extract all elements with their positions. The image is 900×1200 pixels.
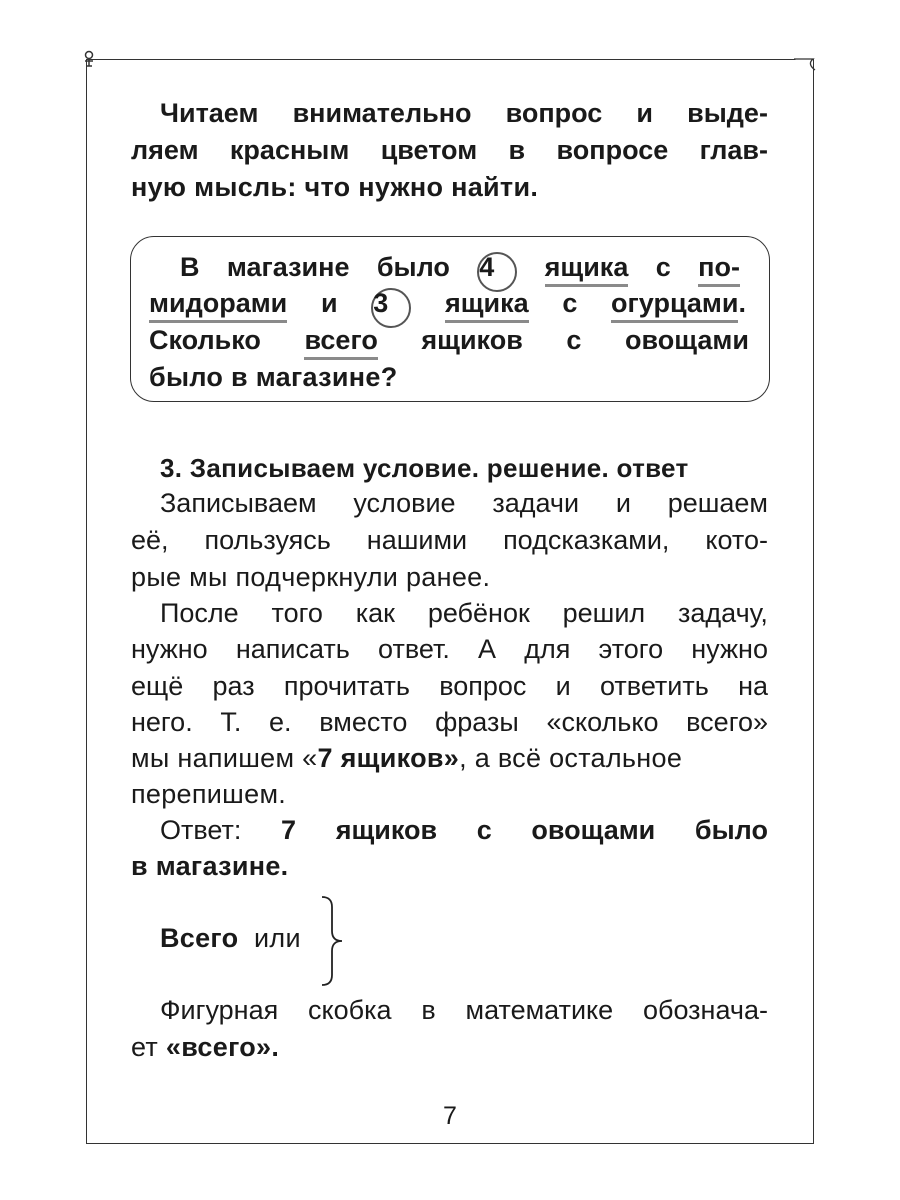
word: цветом <box>380 135 478 165</box>
problem-line-2 <box>149 288 746 328</box>
bold-text: «всего». <box>165 1032 280 1062</box>
answer-line-2: в магазине. <box>131 851 289 881</box>
answer-line-1 <box>160 815 768 846</box>
word: ответ. <box>378 634 450 664</box>
word: е. <box>269 707 292 737</box>
circled-number: 4 <box>477 252 517 292</box>
word: как <box>355 598 395 628</box>
word: задачи <box>492 488 580 518</box>
word: в <box>421 995 436 1025</box>
word: решил <box>562 598 646 628</box>
intro-line-3: ную мысль: что нужно найти. <box>131 172 539 202</box>
word: этого <box>598 634 664 664</box>
word: вопросе <box>556 135 669 165</box>
word: ящиков <box>421 325 523 355</box>
word: на <box>738 671 768 701</box>
word: 7 <box>281 815 297 845</box>
word: задачу, <box>678 598 768 628</box>
word: магазине <box>226 252 350 282</box>
word: ответить <box>599 671 709 701</box>
intro-line-2 <box>131 135 768 166</box>
word: с <box>562 288 578 318</box>
word: глав- <box>699 135 768 165</box>
word: прочитать <box>283 671 410 701</box>
underlined-word: по- <box>698 252 740 287</box>
word: выде- <box>687 98 768 128</box>
word: и <box>320 288 338 318</box>
p1-line-3: рые мы подчеркнули ранее. <box>131 562 491 592</box>
p1-line-2 <box>131 525 768 556</box>
underlined-word: мидорами <box>149 288 287 323</box>
brace-example <box>160 923 301 954</box>
word: «сколько <box>546 707 659 737</box>
problem-line-3 <box>149 325 749 360</box>
answer-label: Ответ: <box>160 815 242 845</box>
word: Записываем <box>160 488 317 518</box>
punctuation: . <box>738 288 746 318</box>
word: Т. <box>220 707 242 737</box>
underlined-word: огурцами <box>611 288 738 323</box>
word: вместо <box>319 707 408 737</box>
underlined-word: ящика <box>545 252 629 287</box>
word: подсказками, <box>503 525 670 555</box>
circled-number: 3 <box>371 288 411 328</box>
word: раз <box>212 671 255 701</box>
word: того <box>271 598 323 628</box>
word: всего» <box>686 707 768 737</box>
word: вопрос <box>439 671 527 701</box>
p2-line-2 <box>131 634 768 665</box>
bold-text: 7 ящиков» <box>317 743 460 773</box>
word: решаем <box>667 488 768 518</box>
word: ребёнок <box>427 598 530 628</box>
word: вопрос <box>505 98 603 128</box>
word: Сколько <box>149 325 261 355</box>
section-heading: 3. Записываем условие. решение. ответ <box>160 453 689 483</box>
word: было <box>376 252 450 282</box>
p2-line-3 <box>131 671 768 702</box>
bold-text: Всего <box>160 923 239 953</box>
word: и <box>636 98 654 128</box>
word: её, <box>131 525 169 555</box>
p2-line-4 <box>131 707 768 738</box>
word: нужно <box>691 634 768 664</box>
word: с <box>566 325 582 355</box>
word: нужно <box>131 634 208 664</box>
word: Читаем <box>160 98 259 128</box>
p2-line-5 <box>131 743 682 774</box>
word: в <box>508 135 526 165</box>
word: и <box>555 671 571 701</box>
word: фразы <box>435 707 519 737</box>
text: , а всё остальное <box>459 743 683 773</box>
problem-line-1 <box>180 252 740 292</box>
word: ляем <box>131 135 199 165</box>
word: овощами <box>625 325 749 355</box>
word: А <box>478 634 497 664</box>
word: для <box>524 634 571 664</box>
p1-line-1 <box>160 488 768 519</box>
word: кото- <box>705 525 768 555</box>
word: Фигурная <box>160 995 279 1025</box>
word: ещё <box>131 671 184 701</box>
word: ящиков <box>335 815 438 845</box>
page-number: 7 <box>443 1102 457 1130</box>
note-line-1 <box>160 995 768 1026</box>
word: внимательно <box>292 98 472 128</box>
word: обознача- <box>642 995 768 1025</box>
word: и <box>615 488 631 518</box>
corner-mark-icon <box>82 50 96 68</box>
word: В <box>180 252 200 282</box>
intro-line-1 <box>160 98 768 129</box>
word: с <box>655 252 671 282</box>
word: с <box>476 815 492 845</box>
p2-line-6: перепишем. <box>131 779 287 809</box>
word: было <box>694 815 768 845</box>
text: мы напишем « <box>131 743 318 773</box>
word: нашими <box>366 525 468 555</box>
problem-line-4: было в магазине? <box>149 362 398 392</box>
text: ет <box>131 1032 166 1062</box>
word: овощами <box>531 815 656 845</box>
underlined-word: всего <box>304 325 377 360</box>
page-fold-icon <box>793 58 817 78</box>
underlined-word: ящика <box>445 288 529 323</box>
word: написать <box>235 634 350 664</box>
word: него. <box>131 707 193 737</box>
word: красным <box>229 135 350 165</box>
word: условие <box>353 488 456 518</box>
word: скобка <box>308 995 392 1025</box>
note-line-2 <box>131 1032 279 1063</box>
text: или <box>254 923 301 953</box>
word: пользуясь <box>204 525 331 555</box>
p2-line-1 <box>160 598 768 629</box>
curly-brace-icon <box>318 895 348 987</box>
word: математике <box>465 995 614 1025</box>
word: После <box>160 598 239 628</box>
